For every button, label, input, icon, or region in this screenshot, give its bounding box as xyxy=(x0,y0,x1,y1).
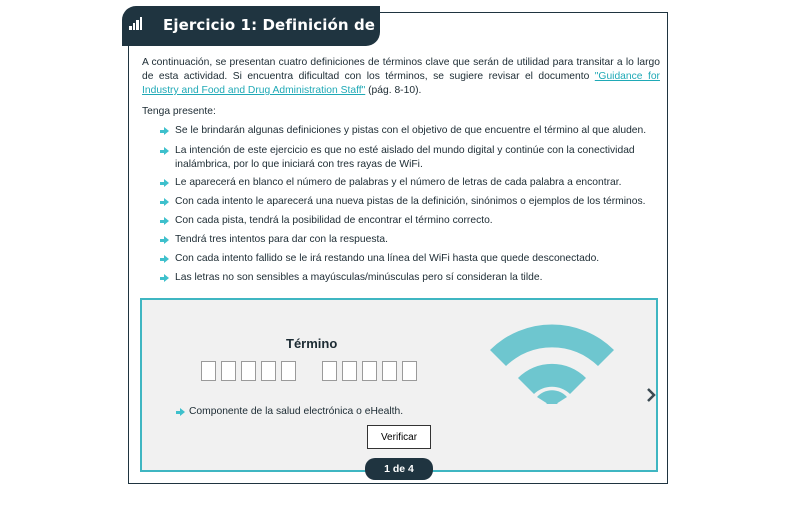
list-item: Se le brindarán algunas definiciones y pistas con el objetivo de que encuentre el término al que aluden. xyxy=(160,124,660,138)
letter-box[interactable] xyxy=(201,361,216,381)
list-item: Con cada pista, tendrá la posibilidad de encontrar el término correcto. xyxy=(160,214,660,228)
letter-box[interactable] xyxy=(342,361,357,381)
arrow-right-icon xyxy=(160,127,170,135)
letter-box[interactable] xyxy=(221,361,236,381)
arrow-right-icon xyxy=(160,179,170,187)
letter-box[interactable] xyxy=(362,361,377,381)
wifi-icon xyxy=(484,306,620,404)
arrow-right-icon xyxy=(160,236,170,244)
letter-box[interactable] xyxy=(382,361,397,381)
arrow-right-icon xyxy=(160,147,170,155)
list-item: Le aparecerá en blanco el número de palabras y el número de letras de cada palabra a encontrar. xyxy=(160,176,660,190)
letter-box[interactable] xyxy=(261,361,276,381)
letter-box[interactable] xyxy=(402,361,417,381)
page-title: Ejercicio 1: Definición de términos xyxy=(163,16,457,34)
guidance-document-link[interactable]: "Guidance for Industry and Food and Drug Administration Staff" xyxy=(142,71,660,96)
letter-box[interactable] xyxy=(322,361,337,381)
list-item: Con cada intento le aparecerá una nueva pistas de la definición, sinónimos o ejemplos de los términos. xyxy=(160,195,660,209)
list-item: La intención de este ejercicio es que no esté aislado del mundo digital y continúe con la conectividad inalámbrica, por lo que iniciará con tres rayas de WiFi. xyxy=(160,144,660,171)
verify-button[interactable]: Verificar xyxy=(367,425,431,449)
list-item: Tendrá tres intentos para dar con la respuesta. xyxy=(160,233,660,247)
list-item: Las letras no son sensibles a mayúsculas/minúsculas pero sí consideran la tilde. xyxy=(160,271,660,285)
list-item: Con cada intento fallido se le irá restando una línea del WiFi hasta que quede desconectado. xyxy=(160,252,660,266)
arrow-right-icon xyxy=(160,255,170,263)
letter-box[interactable] xyxy=(241,361,256,381)
page-indicator: 1 de 4 xyxy=(365,458,433,480)
term-label: Término xyxy=(286,336,338,351)
arrow-right-icon xyxy=(160,198,170,206)
arrow-right-icon xyxy=(160,274,170,282)
arrow-right-icon xyxy=(176,408,186,416)
arrow-right-icon xyxy=(160,217,170,225)
intro-paragraph: A continuación, se presentan cuatro definiciones de términos clave que serán de utilidad para transitar a lo largo de esta actividad. Si encuentra dificultad con los términos, se sugiere revisar el documento "Guidance for Industry and Food and Drug Administration Staff" (pág. 8-10). xyxy=(142,57,660,96)
signal-bars-icon xyxy=(129,17,143,30)
hint-text: Componente de la salud electrónica o eHealth. xyxy=(176,406,403,417)
letter-box[interactable] xyxy=(281,361,296,381)
chevron-right-icon[interactable] xyxy=(644,386,658,404)
tenga-presente-heading: Tenga presente: xyxy=(142,106,216,117)
